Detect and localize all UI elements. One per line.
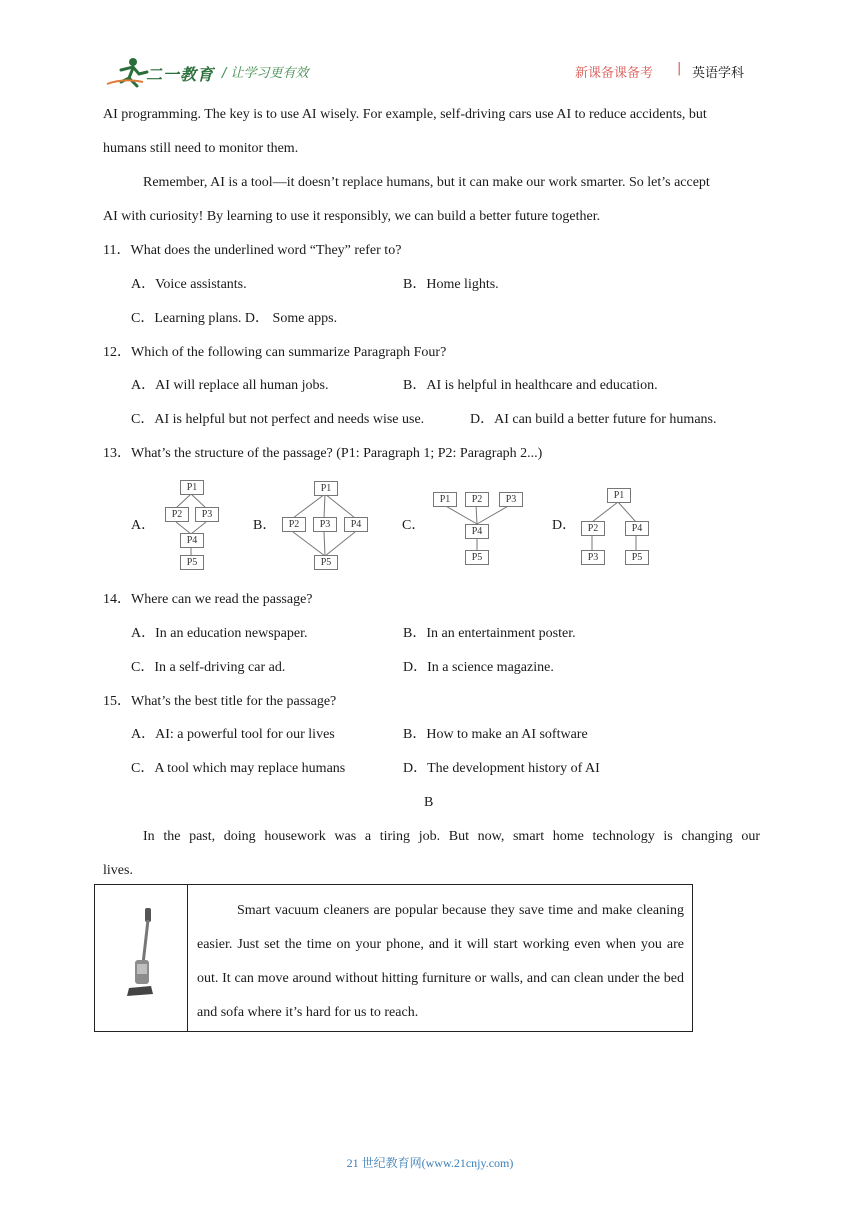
diagram-b-p2: P2 xyxy=(282,517,306,532)
q14-option-d: D．In a science magazine. xyxy=(403,660,554,675)
q13-option-c: C． xyxy=(402,518,426,533)
section-b-intro-line1: In the past, doing housework was a tiring job. But now, smart home technology is changing our xyxy=(143,829,760,844)
q12-option-d: D．AI can build a better future for humans. xyxy=(470,412,717,427)
passage-line: Remember, AI is a tool—it doesn’t replace humans, but it can make our work smarter. So let’s accept xyxy=(143,175,710,190)
diagram-c-p1: P1 xyxy=(433,492,457,507)
q12-option-c: C．AI is helpful but not perfect and needs wise use. xyxy=(131,412,425,427)
q14-option-b: B．In an entertainment poster. xyxy=(403,626,576,641)
diagram-a-p5: P5 xyxy=(180,555,204,570)
q11-option-cd: C．Learning plans. D． Some apps. xyxy=(131,311,338,326)
q15-option-b: B．How to make an AI software xyxy=(403,727,588,742)
vacuum-image-cell xyxy=(95,885,188,1032)
question-12-stem: 12．Which of the following can summarize Paragraph Four? xyxy=(103,345,447,360)
diagram-c-p4: P4 xyxy=(465,524,489,539)
q14-option-c: C．In a self-driving car ad. xyxy=(131,660,286,675)
q15-option-a: A．AI: a powerful tool for our lives xyxy=(131,727,335,742)
footer-watermark: 21 世纪教育网(www.21cnjy.com) xyxy=(346,1156,514,1170)
vacuum-cleaner-icon xyxy=(121,906,161,1006)
header-course-label: 新课备课备考 xyxy=(575,66,654,81)
question-13-stem: 13．What’s the structure of the passage? (P1: Paragraph 1; P2: Paragraph 2...) xyxy=(103,446,543,461)
question-15-stem: 15．What’s the best title for the passage? xyxy=(103,694,337,709)
slogan: / 让学习更有效 xyxy=(222,66,309,81)
passage-line: humans still need to monitor them. xyxy=(103,141,299,156)
q13-option-a: A． xyxy=(131,518,156,533)
header-separator: | xyxy=(677,61,682,76)
diagram-d-p5: P5 xyxy=(625,550,649,565)
diagram-c-p3: P3 xyxy=(499,492,523,507)
diagram-b-p1: P1 xyxy=(314,481,338,496)
vacuum-text-cell xyxy=(188,885,693,1032)
diagram-d-p4: P4 xyxy=(625,521,649,536)
q14-option-a: A．In an education newspaper. xyxy=(131,626,308,641)
q15-option-c: C．A tool which may replace humans xyxy=(131,761,346,776)
q12-option-b: B．AI is helpful in healthcare and education. xyxy=(403,378,658,393)
logo-text: 二一教育 xyxy=(146,65,215,84)
passage-line: AI with curiosity! By learning to use it responsibly, we can build a better future together. xyxy=(103,209,601,224)
q11-option-b: B．Home lights. xyxy=(403,277,499,292)
diagram-d-p1: P1 xyxy=(607,488,631,503)
diagram-d-p2: P2 xyxy=(581,521,605,536)
diagram-b-p3: P3 xyxy=(313,517,337,532)
q12-option-a: A．AI will replace all human jobs. xyxy=(131,378,329,393)
diagram-a-p3: P3 xyxy=(195,507,219,522)
diagram-b-p4: P4 xyxy=(344,517,368,532)
question-14-stem: 14．Where can we read the passage? xyxy=(103,592,313,607)
diagram-b-p5: P5 xyxy=(314,555,338,570)
q13-option-d: D． xyxy=(552,518,577,533)
q11-option-a: A．Voice assistants. xyxy=(131,277,247,292)
diagram-d-p3: P3 xyxy=(581,550,605,565)
section-b-intro-line2: lives. xyxy=(103,863,133,878)
question-11-stem: 11．What does the underlined word “They” refer to? xyxy=(103,243,402,258)
header-subject: 英语学科 xyxy=(692,66,745,81)
diagram-a-p2: P2 xyxy=(165,507,189,522)
q15-option-d: D．The development history of AI xyxy=(403,761,600,776)
q13-option-b: B． xyxy=(253,518,277,533)
diagram-a-p1: P1 xyxy=(180,480,204,495)
diagram-c-p2: P2 xyxy=(465,492,489,507)
vacuum-description xyxy=(189,886,691,1030)
vacuum-description-text: Smart vacuum cleaners are popular because they save time and make cleaning easier. Just set the time on your phone, and it will start working even when you are out. It can move around without hitting furniture or walls, and can clean under the bed and sofa where it’s hard for us to reach. xyxy=(197,903,684,1020)
vacuum-info-table xyxy=(94,884,693,1032)
diagram-c-p5: P5 xyxy=(465,550,489,565)
passage-line: AI programming. The key is to use AI wisely. For example, self-driving cars use AI to reduce accidents, but xyxy=(103,107,707,122)
section-b-heading: B xyxy=(424,795,434,810)
diagram-a-p4: P4 xyxy=(180,533,204,548)
